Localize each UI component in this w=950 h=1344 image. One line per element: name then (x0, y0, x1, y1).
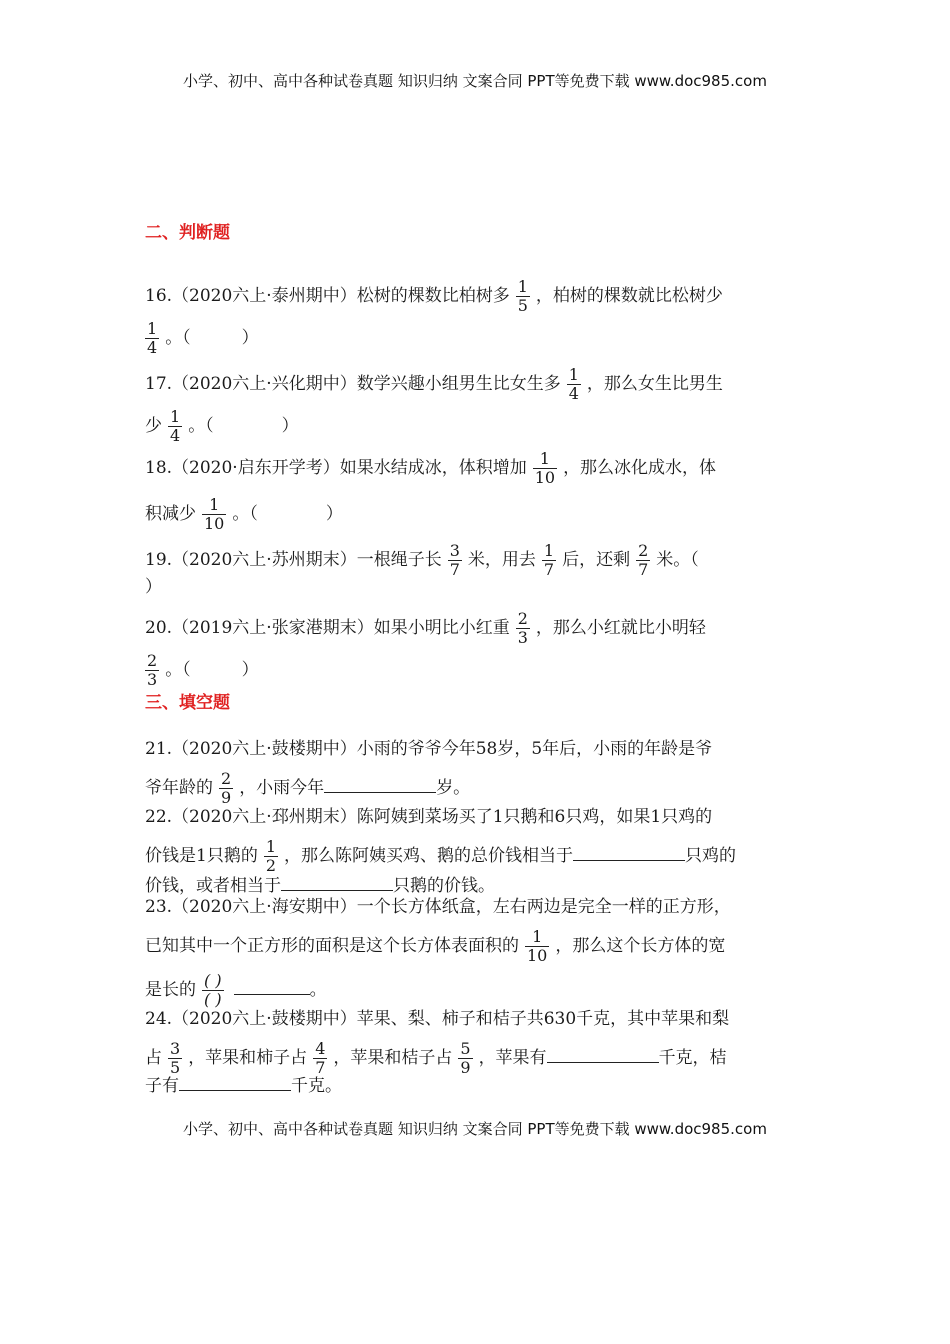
answer-parentheses[interactable]: 。（ ） (165, 328, 259, 348)
question-22-line-2: 价钱是1只鹅的 $\frac{1}{2}$ ，那么陈阿姨买鸡、鹅的总价钱相当于 只鸡的 (145, 837, 737, 875)
question-16-line-1: 16.（2020六上·泰州期中）松树的棵数比柏树多 $\frac{1}{5}$ ，柏树的棵数就比松树少 (145, 277, 723, 315)
fraction: $\frac{4}{7}$ (315, 1039, 326, 1077)
fraction: $\frac{2}{3}$ (147, 651, 158, 689)
fraction: $\frac{5}{9}$ (460, 1039, 471, 1077)
question-17-line-2: 少 $\frac{1}{4}$ 。（ ） (145, 407, 299, 445)
question-18-line-2: 积减少 $\frac{1}{10}$ 。（ ） (145, 495, 343, 533)
fraction: $\frac{1}{4}$ (568, 365, 579, 403)
fraction: $\frac{3}{5}$ (170, 1039, 181, 1077)
fraction: $\frac{1}{5}$ (517, 277, 528, 315)
answer-blank[interactable] (324, 776, 436, 793)
question-22-line-1: 22.（2020六上·邳州期末）陈阿姨到菜场买了1只鹅和6只鸡，如果1只鸡的 (145, 807, 713, 827)
section-title-judgement: 二、判断题 (145, 223, 230, 243)
question-24-line-3: 子有 千克。 (145, 1076, 342, 1096)
question-23-line-3: 是长的 $\frac{( )}{( )}$ 。 (145, 971, 327, 1009)
answer-parentheses-close[interactable]: ） (145, 577, 162, 597)
page-footer: 小学、初中、高中各种试卷真题 知识归纳 文案合同 PPT等免费下载 www.doc985.com (183, 1120, 767, 1138)
answer-blank[interactable] (547, 1046, 659, 1063)
fraction: $\frac{2}{3}$ (517, 609, 528, 647)
question-17-line-1: 17.（2020六上·兴化期中）数学兴趣小组男生比女生多 $\frac{1}{4}$ ，那么女生比男生 (145, 365, 723, 403)
answer-parentheses[interactable]: 。（ ） (165, 660, 259, 680)
answer-blank[interactable] (573, 844, 685, 861)
question-22-line-3: 价钱，或者相当于 只鹅的价钱。 (145, 876, 495, 896)
question-19-line-2 (145, 576, 162, 598)
fraction: $\frac{1}{10}$ (204, 495, 225, 533)
fraction: $\frac{1}{7}$ (543, 541, 555, 579)
page-header: 小学、初中、高中各种试卷真题 知识归纳 文案合同 PPT等免费下载 www.doc985.com (183, 72, 767, 90)
fraction: $\frac{2}{9}$ (221, 769, 232, 807)
question-23-line-1: 23.（2020六上·海安期中）一个长方体纸盒，左右两边是完全一样的正方形， (145, 897, 731, 917)
answer-blank[interactable] (281, 874, 393, 891)
question-20-line-1: 20.（2019六上·张家港期末）如果小明比小红重 $\frac{2}{3}$ ，那么小红就比小明轻 (145, 609, 706, 647)
question-19-line-1: 19.（2020六上·苏州期末）一根绳子长 $\frac{3}{7}$ 米，用去 $\frac{1}{7}$ 后，还剩 $\frac{2}{7}$ 米。（ (145, 541, 699, 579)
answer-blank[interactable] (179, 1074, 291, 1091)
question-18-line-1: 18.（2020·启东开学考）如果水结成冰，体积增加 $\frac{1}{10}$ ，那么冰化成水，体 (145, 449, 717, 487)
fraction: $\frac{1}{4}$ (147, 319, 158, 357)
question-24-line-1: 24.（2020六上·鼓楼期中）苹果、梨、柿子和桔子共630千克，其中苹果和梨 (145, 1009, 730, 1029)
answer-parentheses[interactable]: 。（ ） (232, 504, 343, 524)
fraction: $\frac{1}{10}$ (527, 927, 548, 965)
fraction: $\frac{2}{7}$ (638, 541, 649, 579)
question-21-line-1: 21.（2020六上·鼓楼期中）小雨的爷爷今年58岁，5年后，小雨的年龄是爷 (145, 739, 713, 759)
answer-parentheses[interactable]: 。（ ） (188, 416, 299, 436)
fraction: $\frac{3}{7}$ (449, 541, 460, 579)
question-23-line-2: 已知其中一个正方形的面积是这个长方体表面积的 $\frac{1}{10}$ ，那么这个长方体的宽 (145, 927, 726, 965)
question-24-line-2: 占 $\frac{3}{5}$ ，苹果和柿子占 $\frac{4}{7}$ ，苹果和桔子占 $\frac{5}{9}$ ，苹果有 千克，桔 (145, 1039, 727, 1077)
answer-fraction-blank[interactable]: $\frac{( )}{( )}$ (204, 971, 222, 1009)
question-21-line-2: 爷年龄的 $\frac{2}{9}$ ，小雨今年 岁。 (145, 769, 471, 807)
answer-blank[interactable] (234, 978, 310, 995)
fraction: $\frac{1}{2}$ (265, 837, 277, 875)
fraction: $\frac{1}{10}$ (534, 449, 556, 487)
section-title-fill-blank: 三、填空题 (145, 693, 230, 713)
fraction: $\frac{1}{4}$ (170, 407, 181, 445)
question-20-line-2 (145, 652, 259, 689)
question-16-line-2 (145, 320, 259, 357)
